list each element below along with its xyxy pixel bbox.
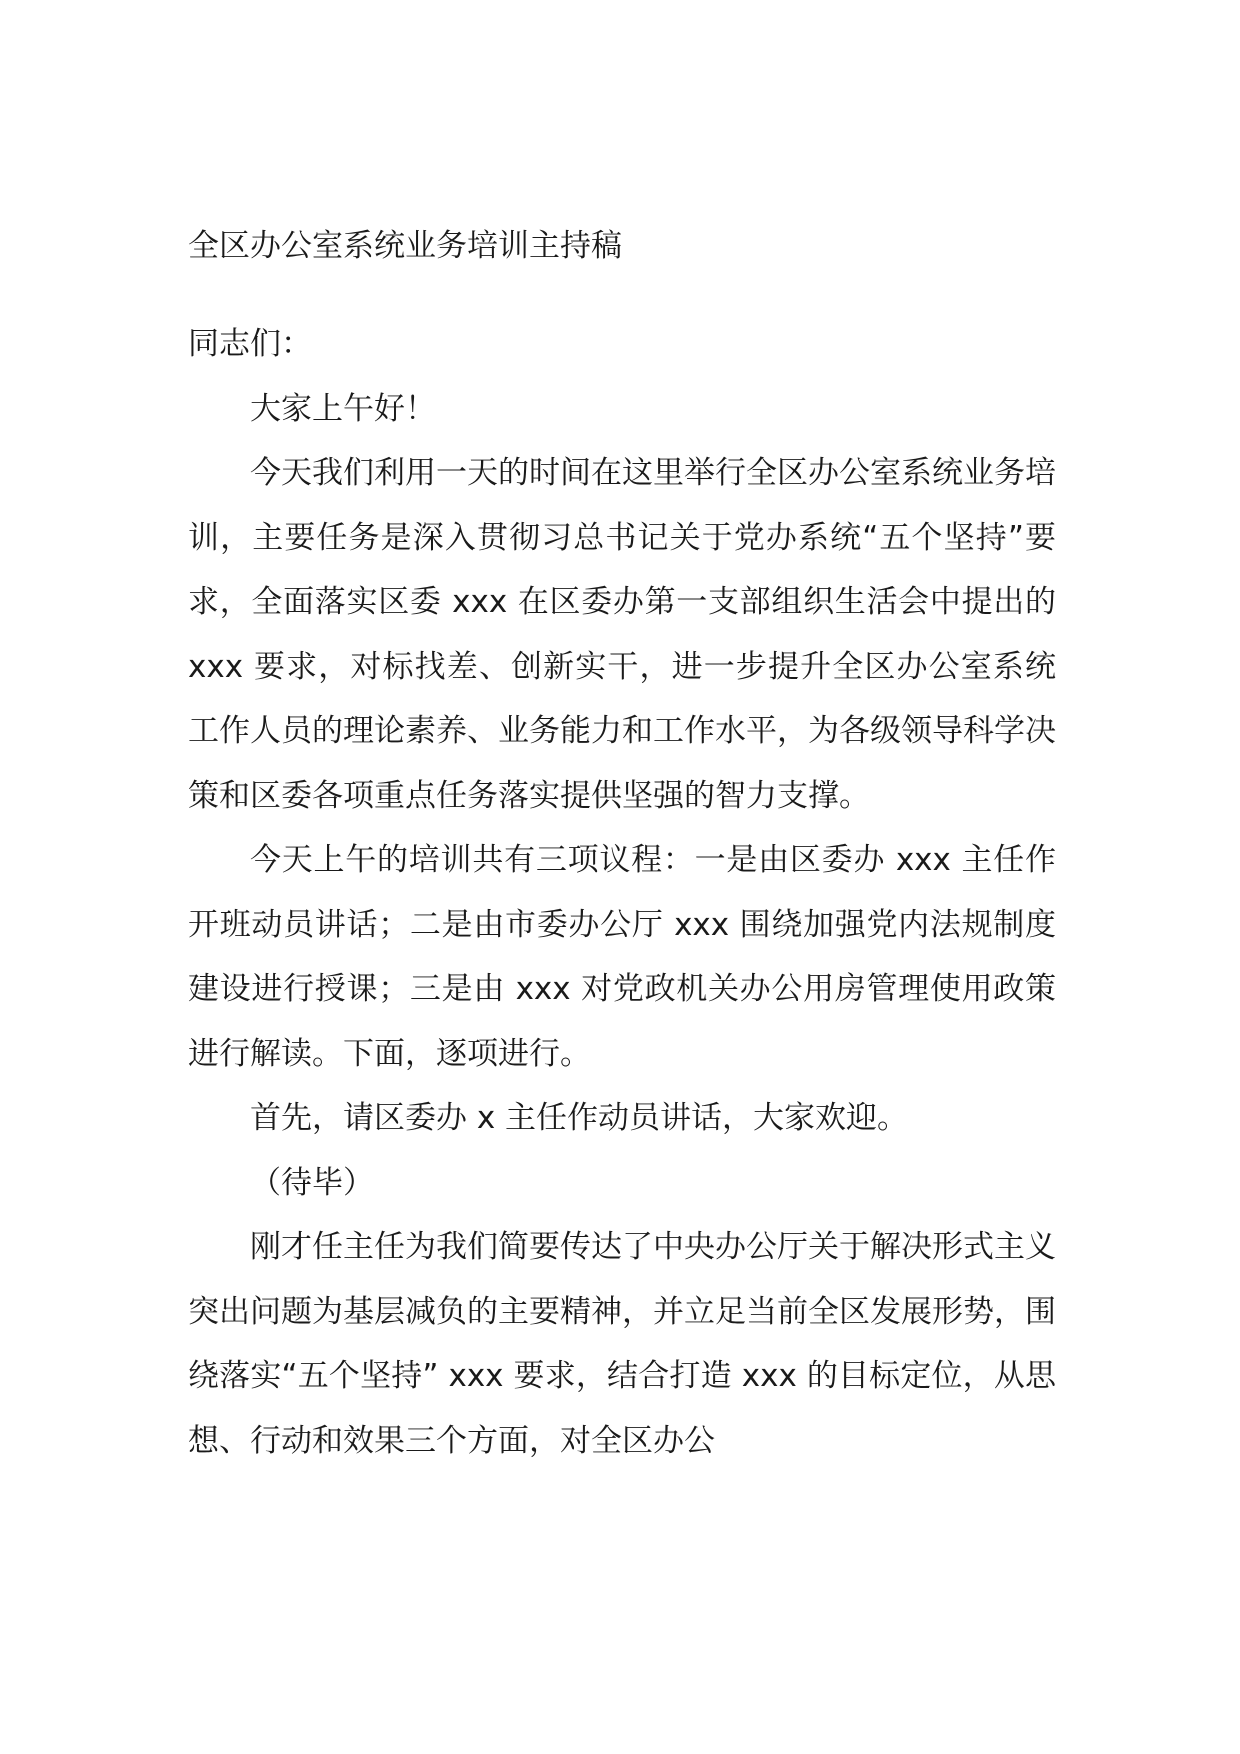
document-title: 全区办公室系统业务培训主持稿 — [188, 228, 622, 264]
document-body — [188, 222, 1056, 1473]
paragraph-summary: 刚才任主任为我们简要传达了中央办公厅关于解决形式主义突出问题为基层减负的主要精神，并立足当前全区发展形势，围绕落实“五个坚持” xxx 要求，结合打造 xxx 的目标定位，从思想、行动和效果三个方面，对全区办公 — [188, 1229, 1056, 1459]
paragraph-pause-note: （待毕） — [250, 1164, 374, 1201]
paragraph-intro: 今天我们利用一天的时间在这里举行全区办公室系统业务培训，主要任务是深入贯彻习总书记关于党办系统“五个坚持”要求，全面落实区委 xxx 在区委办第一支部组织生活会中提出的 xxx 要求，对标找差、创新实干，进一步提升全区办公室系统工作人员的理论素养、业务能力和工作水平，为各级领导科学决策和区委各项重点任务落实提供坚强的智力支撑。 — [188, 455, 1056, 814]
paragraph-agenda: 今天上午的培训共有三项议程：一是由区委办 xxx 主任作开班动员讲话；二是由市委办公厅 xxx 围绕加强党内法规制度建设进行授课；三是由 xxx 对党政机关办公用房管理使用政策进行解读。下面，逐项进行。 — [188, 842, 1056, 1072]
salutation: 同志们： — [188, 326, 312, 362]
paragraph-speech-invite: 首先，请区委办 x 主任作动员讲话，大家欢迎。 — [250, 1100, 909, 1136]
greeting: 大家上午好！ — [250, 390, 436, 427]
